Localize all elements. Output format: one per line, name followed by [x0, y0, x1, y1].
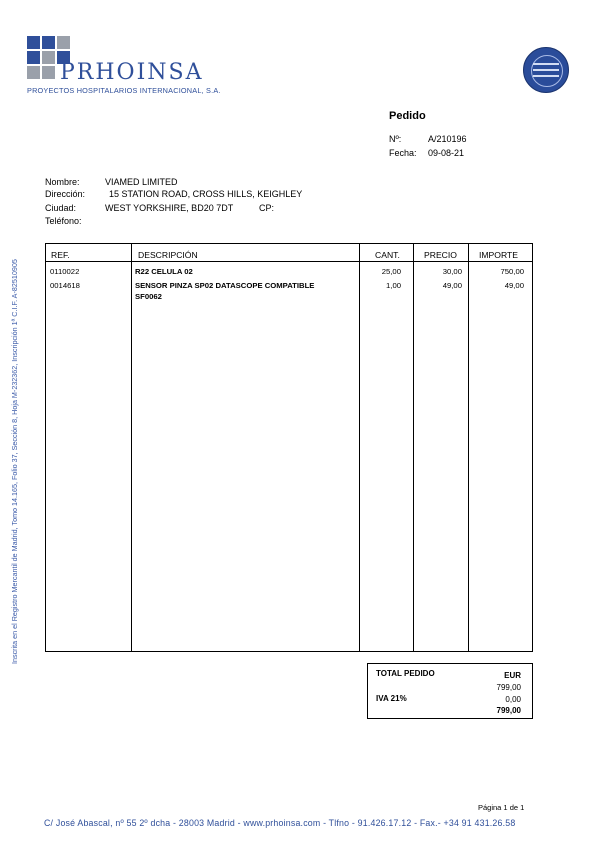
vat-value: 0,00	[505, 695, 521, 704]
totals-box	[367, 663, 533, 719]
row-2-ref: 0014618	[50, 281, 80, 290]
row-1-description: R22 CELULA 02	[135, 267, 193, 276]
order-date: 09-08-21	[428, 148, 465, 158]
subtotal-value: 799,00	[496, 683, 521, 692]
order-date-label: Fecha:	[389, 148, 417, 158]
document-title: Pedido	[389, 110, 426, 122]
items-table	[45, 243, 533, 652]
row-1-ref: 0110022	[50, 267, 80, 276]
row-1-quantity: 25,00	[381, 267, 401, 276]
vat-label: IVA 21%	[376, 694, 407, 703]
page-number: Página 1 de 1	[478, 803, 525, 812]
company-footer-address: C/ José Abascal, nº 55 2º dcha - 28003 Madrid - www.prhoinsa.com - Tlfno - 91.426.17.12 - Fax.- +34 91 431.26.58	[44, 818, 516, 828]
customer-phone-label: Teléfono:	[45, 216, 82, 226]
row-2-amount: 49,00	[504, 281, 524, 290]
company-subtitle: PROYECTOS HOSPITALARIOS INTERNACIONAL, S.A.	[27, 86, 221, 95]
column-header-quantity: CANT.	[375, 250, 400, 260]
customer-name-label: Nombre:	[45, 177, 80, 187]
customer-address: 15 STATION ROAD, CROSS HILLS, KEIGHLEY	[109, 189, 303, 199]
order-number: A/210196	[428, 134, 467, 144]
order-number-label: Nº:	[389, 134, 402, 144]
row-1-price: 30,00	[442, 267, 462, 276]
certification-seal-icon	[523, 47, 569, 93]
column-header-amount: IMPORTE	[479, 250, 518, 260]
column-header-ref: REF.	[51, 250, 70, 260]
row-2-description-line2: SF0062	[135, 292, 162, 301]
grand-total-value: 799,00	[496, 706, 521, 715]
row-2-description: SENSOR PINZA SP02 DATASCOPE COMPATIBLE	[135, 281, 315, 290]
column-header-description: DESCRIPCIÓN	[138, 250, 198, 260]
company-name: PRHOINSA	[60, 60, 204, 85]
currency: EUR	[504, 671, 521, 680]
customer-name: VIAMED LIMITED	[105, 177, 178, 187]
customer-address-label: Dirección:	[45, 189, 86, 199]
row-1-amount: 750,00	[500, 267, 524, 276]
row-2-quantity: 1,00	[386, 281, 401, 290]
customer-cp-label: CP:	[259, 203, 275, 213]
row-2-price: 49,00	[442, 281, 462, 290]
customer-city: WEST YORKSHIRE, BD20 7DT	[105, 203, 234, 213]
column-header-price: PRECIO	[424, 250, 457, 260]
total-label: TOTAL PEDIDO	[376, 669, 435, 678]
customer-city-label: Ciudad:	[45, 203, 77, 213]
